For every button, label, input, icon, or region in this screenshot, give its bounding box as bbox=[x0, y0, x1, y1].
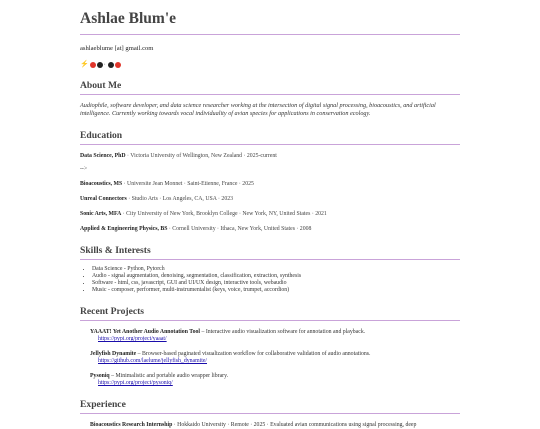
project-link[interactable]: https://pypi.org/project/pysoniq/ bbox=[98, 380, 173, 386]
education-artifact-text: --> bbox=[80, 166, 88, 172]
about-divider bbox=[80, 94, 460, 95]
project-item bbox=[90, 329, 460, 343]
education-item bbox=[80, 211, 460, 218]
education-degree: Data Science, PhD bbox=[80, 153, 126, 159]
skills-list bbox=[80, 266, 460, 294]
experience-title: Bioacoustics Research Internship bbox=[90, 422, 173, 428]
project-item bbox=[90, 373, 460, 387]
red-circle-icon bbox=[115, 62, 121, 68]
project-description: – Browser-based paginated visualization workflow for collaborative validation of audio annotations. bbox=[136, 351, 371, 357]
black-circle-icon bbox=[108, 62, 114, 68]
experience-heading: Experience bbox=[80, 399, 126, 410]
project-name: YAAAT! Yet Another Audio Annotation Tool bbox=[90, 329, 201, 335]
content-column bbox=[80, 0, 460, 429]
education-item bbox=[80, 181, 460, 188]
project-description: – Interactive audio visualization software for annotation and playback. bbox=[200, 329, 366, 335]
list-item: • Data Science - Python, Pytorch bbox=[92, 266, 460, 273]
education-item bbox=[80, 226, 460, 233]
education-degree: Bioacoustics, MS bbox=[80, 181, 123, 187]
projects-heading: Recent Projects bbox=[80, 306, 145, 317]
about-heading: About Me bbox=[80, 80, 122, 91]
list-item: • Audio - signal augmentation, denoising, segmentation, classification, extraction, synthesis bbox=[92, 273, 460, 280]
education-details: · City University of New York, Brooklyn College · New York, NY, United States · 2021 bbox=[121, 211, 327, 217]
education-divider bbox=[80, 144, 460, 145]
project-name: Jellyfish Dynamite bbox=[90, 351, 137, 357]
skills-heading: Skills & Interests bbox=[80, 245, 151, 256]
projects-divider bbox=[80, 320, 460, 321]
education-degree: Sonic Arts, MFA bbox=[80, 211, 122, 217]
about-text: Audiophile, software developer, and data science researcher working at the intersection of digital signal processing, bioacoustics, and artificial intelligence. Currently working towards vocal individuality of avian species for applications in conservation ecology. bbox=[80, 102, 436, 117]
title-divider bbox=[80, 34, 460, 35]
project-description: – Minimalistic and portable audio wrapper library. bbox=[109, 373, 229, 379]
experience-details: · Hokkaido University · Remote · 2025 · Evaluated avian communications using signal processing, deep bbox=[172, 422, 417, 428]
icon-row bbox=[80, 61, 460, 68]
black-circle-icon bbox=[97, 62, 103, 68]
education-details: · Studio Arts · Los Angeles, CA, USA · 2023 bbox=[126, 196, 234, 202]
education-details: · Victoria University of Wellington, New Zealand · 2025-current bbox=[125, 153, 277, 159]
education-details: · Universite Jean Monnet · Saint-Etienne, France · 2025 bbox=[122, 181, 254, 187]
lightning-bolt-icon: ⚡ bbox=[80, 60, 89, 68]
experience-divider bbox=[80, 413, 460, 414]
red-circle-icon bbox=[90, 62, 96, 68]
skills-divider bbox=[80, 259, 460, 260]
experience-item bbox=[90, 422, 460, 429]
project-name: Pysoniq bbox=[90, 373, 110, 379]
project-link[interactable]: https://pypi.org/project/yaaat/ bbox=[98, 336, 167, 342]
list-item: • Music - composer, performer, multi-instrumentalist (keys, voice, trumpet, accordion) bbox=[92, 287, 460, 294]
page-title: Ashlae Blum'e bbox=[80, 10, 177, 27]
dot-separator-icon: · bbox=[103, 61, 106, 68]
education-degree: Applied & Engineering Physics, BS bbox=[80, 226, 168, 232]
education-item bbox=[80, 153, 460, 160]
project-item bbox=[90, 351, 460, 365]
education-item bbox=[80, 196, 460, 203]
list-item: • Software - html, css, javascript, GUI and UI/UX design, interactive tools, webaudio bbox=[92, 280, 460, 287]
email-text: ashlaeblume [at] gmail.com bbox=[80, 45, 154, 52]
education-heading: Education bbox=[80, 130, 123, 141]
education-details: · Cornell University · Ithaca, New York, United States · 2008 bbox=[167, 226, 312, 232]
project-link[interactable]: https://github.com/laelume/jellyfish_dynamite/ bbox=[98, 358, 207, 364]
education-degree: Unreal Connectors bbox=[80, 196, 127, 202]
